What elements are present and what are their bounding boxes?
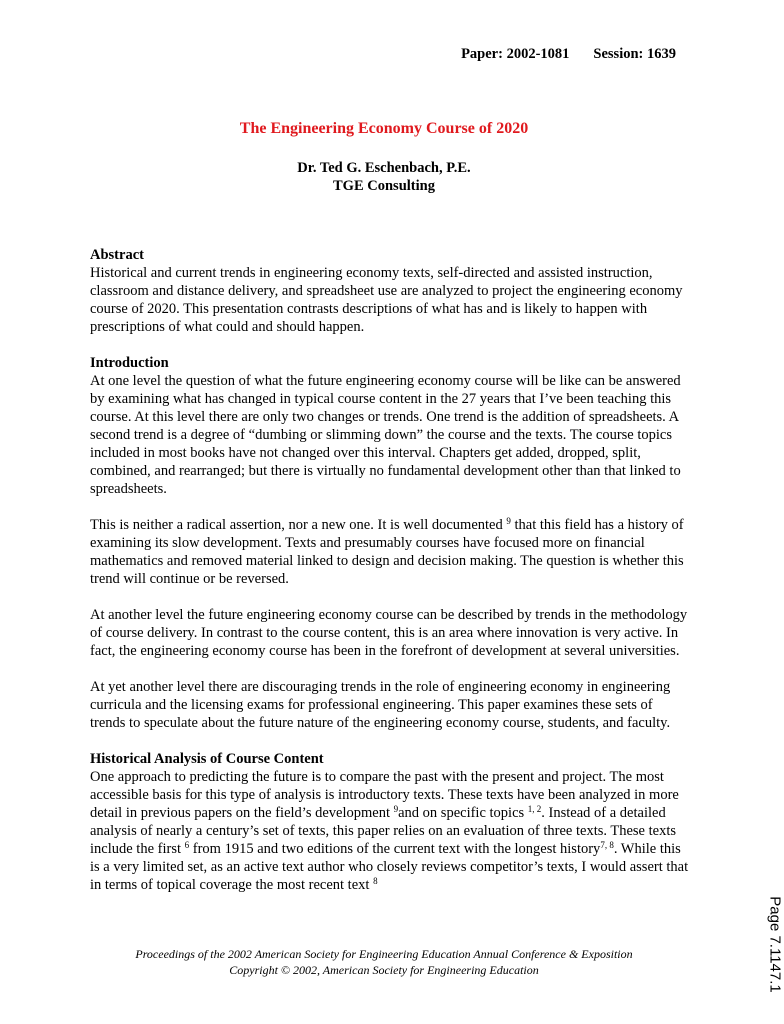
introduction-paragraph-3: At another level the future engineering economy course can be described by trends in the methodology of course delivery. In contrast to the course content, this is an area where innovation is very active. In fact, the engineering economy course has been in the forefront of development at several universities. <box>90 607 688 659</box>
author-block <box>0 159 768 195</box>
footer-proceedings: Proceedings of the 2002 American Society for Engineering Education Annual Conference & Exposition <box>135 947 633 961</box>
abstract-text: Historical and current trends in engineering economy texts, self-directed and assisted instruction, classroom and distance delivery, and spreadsheet use are analyzed to project the engineering economy course of 2020. This presentation contrasts descriptions of what has and is likely to happen with prescriptions of what could and should happen. <box>90 265 683 335</box>
citation: 1, 2 <box>527 804 542 814</box>
citation: 6 <box>184 840 190 850</box>
proceedings-footer <box>0 946 768 978</box>
citation: 8 <box>373 876 378 886</box>
introduction-paragraph-4: At yet another level there are discouraging trends in the role of engineering economy in engineering curricula and the licensing exams for professional engineering. This paper examines these sets of trends to speculate about the future nature of the engineering economy course, students, and faculty. <box>90 679 671 731</box>
historical-analysis-paragraph: One approach to predicting the future is to compare the past with the present and project. The most accessible basis for this type of analysis is introductory texts. These texts have been analyzed in more detail in previous papers on the field’s development $^9$and on specific topics $^{1, 2}$. Instead of a detailed analysis of nearly a century’s set of texts, this paper relies on an evaluation of three texts. These texts include the first $^6$ from 1915 and two editions of the current text with the longest history$^{7, 8}$. While this is a very limited set, as an active text author who closely reviews competitor’s texts, I would assert that in terms of topical coverage the most recent text $^8$ <box>90 769 689 893</box>
footer-copyright: Copyright © 2002, American Society for Engineering Education <box>229 963 539 977</box>
citation: 9 <box>506 516 511 526</box>
historical-analysis-heading: Historical Analysis of Course Content <box>90 751 324 767</box>
introduction-heading: Introduction <box>90 355 169 371</box>
introduction-paragraph-1: At one level the question of what the future engineering economy course will be like can be answered by examining what has changed in typical course content in the 27 years that I’ve been teaching this course. At this level there are only two changes or trends. One trend is the addition of spreadsheets. A second trend is a degree of “dumbing or slimming down” the course and the texts. The course topics included in most books have not changed over this interval. Chapters get added, dropped, split, combined, and rearranged; but there is virtually no fundamental development other than that linked to spreadsheets. <box>90 373 681 497</box>
session-number: Session: 1639 <box>593 46 676 62</box>
author-name: Dr. Ted G. Eschenbach, P.E. <box>297 160 471 176</box>
paper-reference <box>461 46 676 63</box>
abstract-heading: Abstract <box>90 247 144 263</box>
paper-number: Paper: 2002-1081 <box>461 46 570 62</box>
citation: 7, 8 <box>600 840 614 850</box>
page-number-stamp: Page 7.1147.1 <box>766 896 784 993</box>
introduction-paragraph-2: This is neither a radical assertion, nor a new one. It is well documented $^9$ that this field has a history of examining its slow development. Texts and presumably courses have focused more on financial mathematics and removed material linked to design and decision making. The question is whether this trend will continue or be reversed. <box>90 516 684 587</box>
citation: 9 <box>393 804 399 814</box>
paper-title: The Engineering Economy Course of 2020 <box>239 120 529 137</box>
author-affiliation: TGE Consulting <box>333 178 435 194</box>
paper-body <box>90 246 690 894</box>
